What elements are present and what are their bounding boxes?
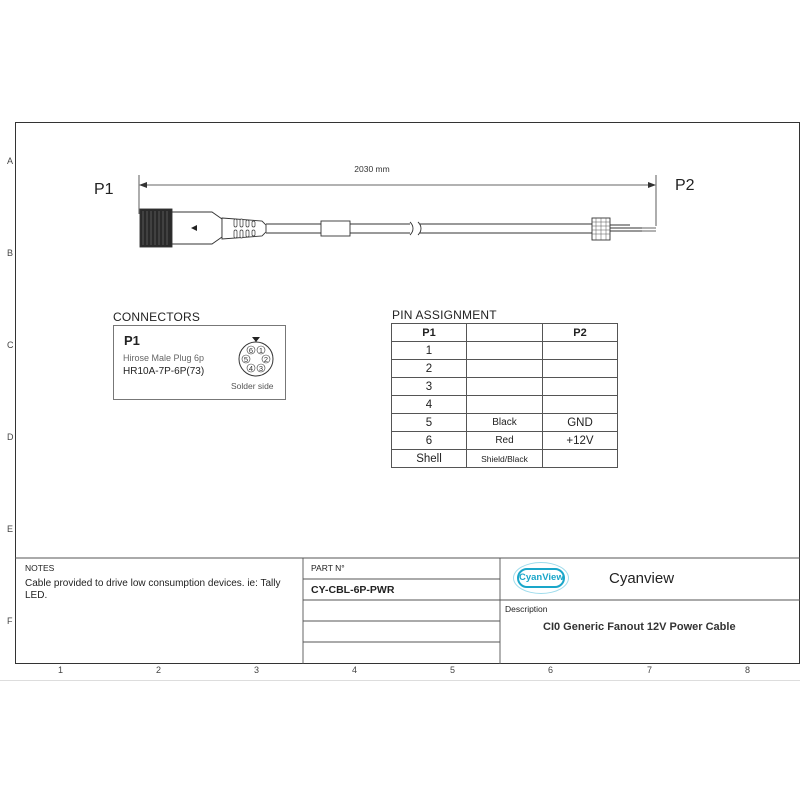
col-label-3: 3 [254,665,260,675]
p1-cell: 6 [392,432,467,450]
table-row [392,450,618,468]
pinout-diagram [232,335,282,377]
table-row [392,360,618,378]
p2-cell [543,378,618,396]
end-label-p1: P1 [94,181,114,198]
p1-cell: Shell [392,450,467,468]
pin-assignment-table [391,323,618,468]
end-label-p2: P2 [675,177,695,194]
row-label-e: E [7,524,14,534]
p2-cell [543,450,618,468]
table-row [392,432,618,450]
part-number-label: PART N° [311,563,345,573]
pin-label-6: 6 [248,346,254,355]
row-label-d: D [7,432,14,442]
p1-cell: 2 [392,360,467,378]
part-number-value: CY-CBL-6P-PWR [311,584,395,596]
row-label-b: B [7,248,14,258]
header-cell [467,324,543,342]
row-label-a: A [7,156,14,166]
description-value: CI0 Generic Fanout 12V Power Cable [543,621,736,633]
col-label-6: 6 [548,665,554,675]
table-row [392,378,618,396]
col-label-2: 2 [156,665,162,675]
p1-cell: 4 [392,396,467,414]
pin-label-4: 4 [248,364,254,373]
wire-cell [467,396,543,414]
length-label: 2030 mm [354,164,390,174]
col-label-5: 5 [450,665,456,675]
col-label-8: 8 [745,665,751,675]
col-label-7: 7 [647,665,653,675]
p2-cell [543,360,618,378]
wire-cell [467,378,543,396]
connectors-title: CONNECTORS [113,310,201,324]
pin-label-2: 2 [263,355,269,364]
connector-part-number: HR10A-7P-6P(73) [123,366,205,377]
connector-description: Hirose Male Plug 6p [123,353,205,363]
table-header-row [392,324,618,342]
pin-label-5: 5 [243,355,249,364]
header-cell: P1 [392,324,467,342]
pin-label-1: 1 [258,346,264,355]
description-label: Description [505,604,548,614]
p2-cell: GND [543,414,618,432]
header-cell: P2 [543,324,618,342]
p2-cell [543,342,618,360]
table-row [392,342,618,360]
col-label-1: 1 [58,665,64,675]
p1-cell: 1 [392,342,467,360]
wire-cell: Red [467,432,543,450]
notes-label: NOTES [25,563,55,573]
row-label-c: C [7,340,14,350]
p1-cell: 5 [392,414,467,432]
connector-name: P1 [124,333,140,348]
row-label-f: F [7,616,13,626]
wire-cell: Shield/Black [467,450,543,468]
pin-assignment-title: PIN ASSIGNMENT [392,308,497,322]
notes-text: Cable provided to drive low consumption devices. ie: Tally LED. [25,578,281,601]
page-bottom-rule [0,680,800,681]
p2-cell: +12V [543,432,618,450]
wire-cell: Black [467,414,543,432]
connector-card [113,325,286,400]
col-label-4: 4 [352,665,358,675]
table-row [392,396,618,414]
pin-label-3: 3 [258,364,264,373]
company-logo: CyanView [517,568,565,588]
p1-cell: 3 [392,378,467,396]
p2-cell [543,396,618,414]
company-name: Cyanview [609,570,675,587]
connector-view-label: Solder side [231,381,274,391]
wire-cell [467,342,543,360]
wire-cell [467,360,543,378]
table-row [392,414,618,432]
